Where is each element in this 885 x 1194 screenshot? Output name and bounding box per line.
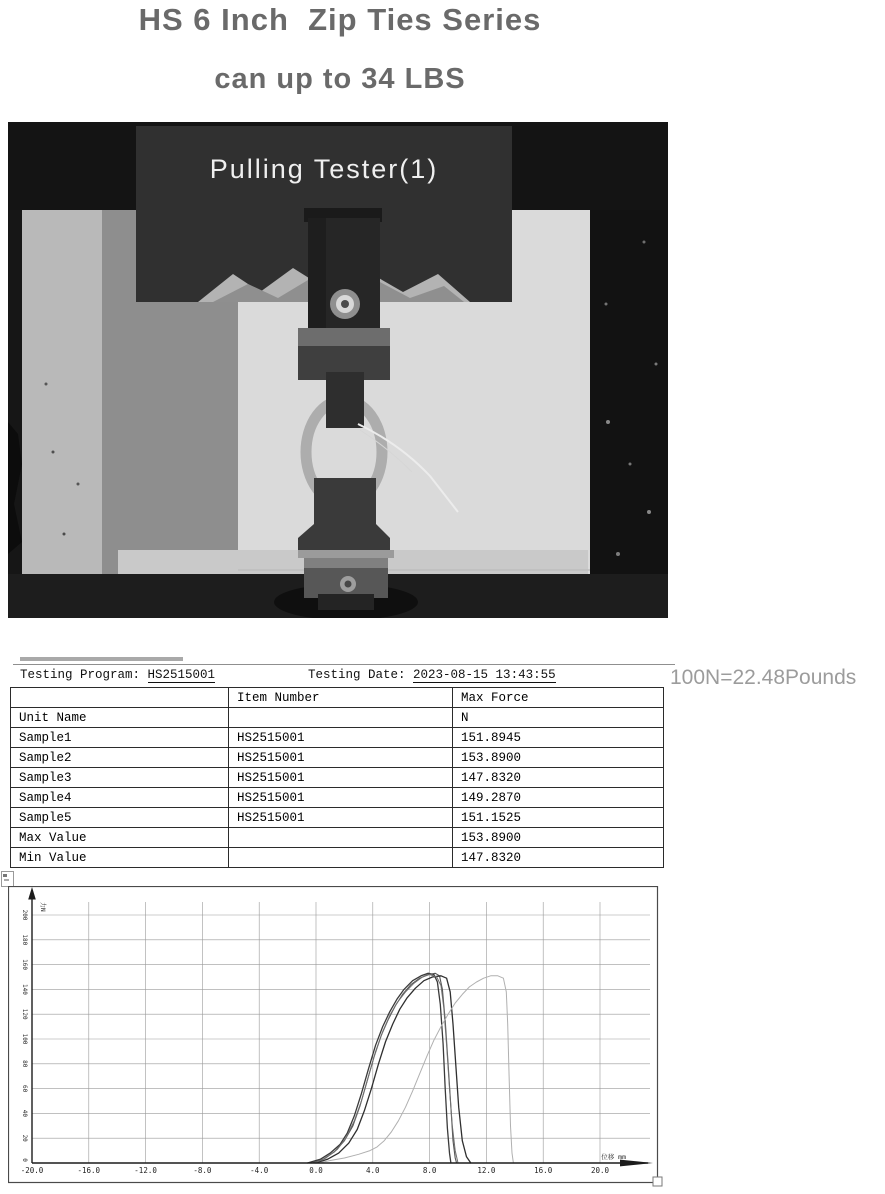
- x-tick-label: 4.0: [366, 1166, 380, 1175]
- table-cell: Unit Name: [11, 708, 229, 728]
- x-tick-label: -4.0: [250, 1166, 269, 1175]
- title-block: [0, 0, 680, 98]
- testing-date-value: 2023-08-15 13:43:55: [413, 668, 556, 682]
- y-tick-label: 100: [21, 1033, 28, 1045]
- chart-panel: [8, 886, 664, 1188]
- force-displacement-chart: [8, 886, 664, 1188]
- table-cell: 147.8320: [453, 848, 664, 868]
- y-tick-label: 180: [21, 934, 28, 946]
- table-row: [11, 748, 664, 768]
- table-cell: 151.8945: [453, 728, 664, 748]
- table-cell: Sample4: [11, 788, 229, 808]
- x-tick-label: 16.0: [534, 1166, 553, 1175]
- testing-date-label: Testing Date:: [308, 668, 406, 682]
- machine-label: Pulling Tester(1): [209, 154, 439, 184]
- table-cell: 149.2870: [453, 788, 664, 808]
- y-tick-label: 160: [21, 959, 28, 971]
- table-cell: Max Force: [453, 688, 664, 708]
- test-results-table: [10, 687, 664, 868]
- table-cell: N: [453, 708, 664, 728]
- y-tick-label: 140: [21, 983, 28, 995]
- report-meta: [0, 668, 680, 686]
- x-tick-label: 12.0: [477, 1166, 496, 1175]
- y-tick-label: 80: [21, 1060, 28, 1068]
- y-tick-label: 120: [21, 1008, 28, 1020]
- testing-program-label: Testing Program:: [20, 668, 141, 682]
- y-axis-unit-label: 力N: [39, 902, 46, 912]
- separator-thick: [20, 657, 183, 661]
- table-cell: Sample3: [11, 768, 229, 788]
- resize-handle: [653, 1177, 662, 1186]
- pulling-tester-photo: [8, 122, 668, 618]
- table-row: [11, 828, 664, 848]
- photo-scene: [8, 122, 668, 618]
- table-row: [11, 848, 664, 868]
- table-cell: Sample1: [11, 728, 229, 748]
- x-axis-unit-label: 位移 mm: [601, 1153, 626, 1161]
- table-cell: Item Number: [229, 688, 453, 708]
- x-tick-label: -8.0: [193, 1166, 212, 1175]
- unit-conversion-note: 100N=22.48Pounds: [670, 666, 857, 689]
- table-cell: HS2515001: [229, 768, 453, 788]
- x-tick-label: -16.0: [77, 1166, 101, 1175]
- report-table-body: [11, 688, 664, 868]
- page-title: HS 6 Inch Zip Ties Series: [138, 2, 542, 37]
- x-tick-label: 8.0: [422, 1166, 437, 1175]
- table-row: [11, 688, 664, 708]
- y-tick-label: 200: [21, 909, 28, 921]
- table-cell: Sample5: [11, 808, 229, 828]
- x-tick-label: 0.0: [309, 1166, 323, 1175]
- x-tick-label: -20.0: [20, 1166, 44, 1175]
- x-tick-label: -12.0: [134, 1166, 157, 1175]
- table-cell: [229, 708, 453, 728]
- table-cell: [229, 848, 453, 868]
- broken-image-icon: [1, 871, 14, 887]
- testing-program: [20, 668, 215, 682]
- origin-label: 0: [21, 1158, 28, 1162]
- table-cell: 153.8900: [453, 748, 664, 768]
- table-cell: 151.1525: [453, 808, 664, 828]
- testing-date: [308, 668, 556, 682]
- table-cell: HS2515001: [229, 748, 453, 768]
- testing-program-value: HS2515001: [147, 668, 216, 682]
- table-cell: HS2515001: [229, 788, 453, 808]
- x-tick-label: 20.0: [590, 1166, 610, 1175]
- separator-thin: [13, 664, 675, 665]
- table-cell: Max Value: [11, 828, 229, 848]
- table-cell: [11, 688, 229, 708]
- y-tick-label: 20: [21, 1134, 28, 1142]
- table-row: [11, 768, 664, 788]
- table-row: [11, 728, 664, 748]
- table-cell: Sample2: [11, 748, 229, 768]
- table-cell: HS2515001: [229, 728, 453, 748]
- table-cell: HS2515001: [229, 808, 453, 828]
- page-subtitle: can up to 34 LBS: [214, 63, 466, 95]
- table-cell: Min Value: [11, 848, 229, 868]
- table-cell: [229, 828, 453, 848]
- table-cell: 153.8900: [453, 828, 664, 848]
- table-row: [11, 708, 664, 728]
- table-row: [11, 808, 664, 828]
- y-tick-label: 40: [21, 1109, 28, 1118]
- y-tick-label: 60: [21, 1084, 28, 1093]
- table-cell: 147.8320: [453, 768, 664, 788]
- table-row: [11, 788, 664, 808]
